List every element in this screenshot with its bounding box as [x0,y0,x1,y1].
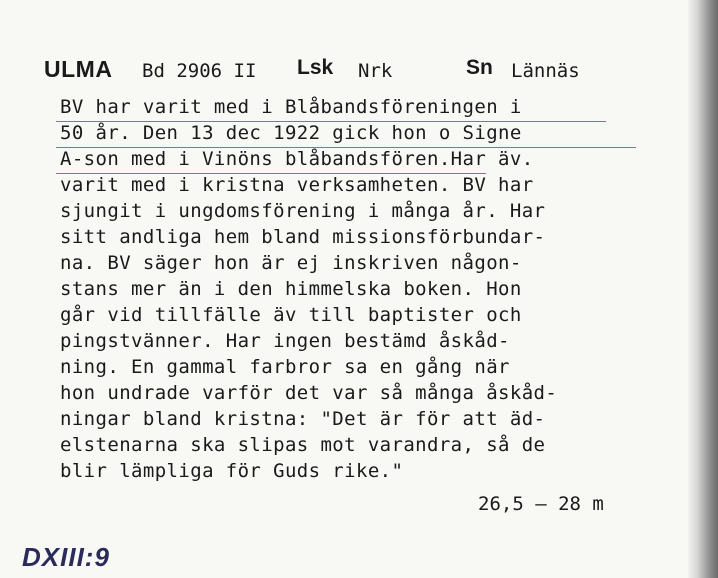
text-line: blir lämpliga för Guds rike." [60,460,404,482]
text-line: sitt andliga hem bland missionsförbundar- [60,226,546,248]
text-line: ningar bland kristna: "Det är för att äd- [60,408,546,430]
region-label: Lsk [297,56,334,79]
text-line: sjungit i ungdomsförening i många år. Har [60,200,546,222]
card-header [44,56,604,86]
text-line: BV har varit med i Blåbandsföreningen i [60,96,522,118]
classification-stamp: DXIII:9 [22,542,110,572]
text-line: 50 år. Den 13 dec 1922 gick hon o Signe [60,122,522,144]
text-line: A-son med i Vinöns blåbandsfören.Har äv. [60,148,534,170]
card-body [60,94,660,484]
archive-name: ULMA [44,56,113,82]
text-line: elstenarna ska slipas mot varandra, så de [60,434,546,456]
scan-edge-shadow [688,0,718,578]
tape-reference: 26,5 – 28 m [478,493,604,515]
text-line: hon undrade varför det var så många åskåd- [60,382,558,404]
parish-label: Sn [466,56,493,79]
text-line: ning. En gammal farbror sa en gång när [60,356,510,378]
text-line: pingstvänner. Har ingen bestämd åskåd- [60,330,510,352]
text-line: går vid tillfälle äv till baptister och [60,304,522,326]
record-number: Bd 2906 II [142,60,257,82]
parish-value: Lännäs [511,60,580,82]
text-line: varit med i kristna verksamheten. BV har [60,174,534,196]
region-value: Nrk [358,60,393,82]
text-line: na. BV säger hon är ej inskriven någon- [60,252,522,274]
text-line: stans mer än i den himmelska boken. Hon [60,278,522,300]
